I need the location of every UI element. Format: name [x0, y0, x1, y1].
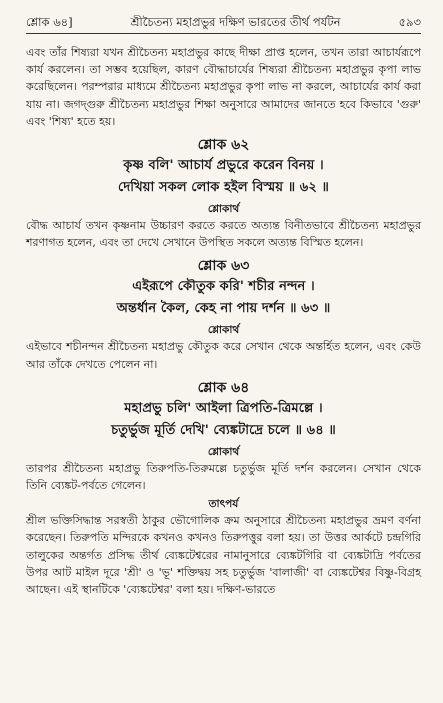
verse-63-label: শ্লোক ৬৩ — [197, 258, 250, 275]
page-number: ৫৯৩ — [398, 15, 421, 29]
verse-62-line-2: দেখিয়া সকল লোক হইল বিস্ময় ॥ ৬২ ॥ — [118, 180, 329, 196]
intro-paragraph: এবং তাঁর শিষ্যরা যখন শ্রীচৈতন্য মহাপ্রভুর কাছে দীক্ষা প্রাপ্ত হলেন, তখন তারা আচার্যরূপে কার্য করলেন। তা সম্ভব হয়েছিল, কারণ বৌদ্ধাচার্যের শিষ্যরা শ্রীচৈতন্য মহাপ্রভুর কৃপা লাভ করেছিলেন। পরম্পরার মাধ্যমে শ্রীচৈতন্য মহাপ্রভুর কৃপা লাভ না করলে, আচার্যের কার্য করা যায় না। জগদ্গুরু শ্রীচৈতন্য মহাপ্রভুর শিক্ষা অনুসারে আমাদের জানতে হবে কিভাবে 'গুরু' এবং 'শিষ্য' হতে হয়। — [26, 46, 421, 128]
verse-64-line-1: মহাপ্রভু চলি' আইলা ত্রিপতি-ত্রিমল্লে । — [124, 400, 323, 416]
verse-62-line-1: কৃষ্ণ বলি' আচার্য প্রভুরে করেন বিনয় । — [123, 158, 324, 174]
verse-63-translation-label: শ্লোকার্থ — [207, 324, 240, 337]
verse-63-translation: এইভাবে শচীনন্দন শ্রীচৈতন্য মহাপ্রভু কৌতুক করে সেখান থেকে অন্তর্হিত হলেন, এবং কেউ আর তাঁকে দেখতে পেলেন না। — [26, 340, 421, 371]
verse-62-translation-label: শ্লোকার্থ — [207, 203, 240, 216]
verse-63-line-2: অন্তর্ধান কৈল, কেহ না পায় দর্শন ॥ ৬৩ ॥ — [116, 301, 331, 317]
verse-64-label: শ্লোক ৬৪ — [197, 379, 250, 396]
purport-text: শ্রীল ভক্তিসিদ্ধান্ত সরস্বতী ঠাকুর ভৌগোলিক ক্রম অনুসারে শ্রীচৈতন্য মহাপ্রভুর ভ্রমণ বর্ণনা করেছেন। তিরুপতি মন্দিরকে কখনও কখনও তিরুপত্তুর বলা হয়। তা উত্তর আর্কটে চন্দ্রগিরি তালুকের অন্তর্গত প্রসিদ্ধ তীর্থ ব্যেঙ্কটেশ্বরের নামানুসারে ব্যেঙ্কটগিরি বা ব্যেঙ্কটাদ্রি পর্বতের উপর আট মাইল দূরে 'শ্রী' ও 'ভূ' শক্তিদ্বয় সহ চতুর্ভুজ 'বালাজী' বা ব্যেঙ্কটেশ্বর বিষ্ণু-বিগ্রহ আছেন। এই স্থানটিকে 'ব্যেঙ্কটেশ্বর' বলা হয়। দক্ষিণ-ভারতে — [26, 514, 421, 597]
verse-64-translation: তারপর শ্রীচৈতন্য মহাপ্রভু তিরুপতি-তিরুমল্লে চতুর্ভুজ মূর্তি দর্শন করলেন। সেখান থেকে তিনি ব্যেঙ্কট-পর্বতে গেলেন। — [26, 461, 421, 493]
verse-62-translation: বৌদ্ধ আচার্য তখন কৃষ্ণনাম উচ্চারণ করতে করতে অত্যন্ত বিনীতভাবে শ্রীচৈতন্য মহাপ্রভুর শরণাগত হলেন, এবং তা দেখে সেখানে উপস্থিত সকলে অত্যন্ত বিস্মিত হলেন। — [26, 219, 421, 250]
verse-64-translation-label: শ্লোকার্থ — [207, 445, 240, 458]
verse-63-line-1: এইরূপে কৌতুক করি' শচীর নন্দন । — [132, 279, 315, 295]
header-verse-ref: শ্লোক ৬৪] — [26, 15, 73, 29]
verse-64-line-2: চতুর্ভুজ মূর্তি দেখি' ব্যেঙ্কটাদ্রে চলে ॥ ৬৪ ॥ — [111, 422, 336, 438]
verse-62-label: শ্লোক ৬২ — [197, 137, 250, 154]
header-chapter-title: শ্রীচৈতন্য মহাপ্রভুর দক্ষিণ ভারতের তীর্থ পর্যটন — [130, 15, 341, 29]
purport-label: তাৎপর্য — [208, 498, 239, 511]
page-header — [26, 0, 421, 34]
